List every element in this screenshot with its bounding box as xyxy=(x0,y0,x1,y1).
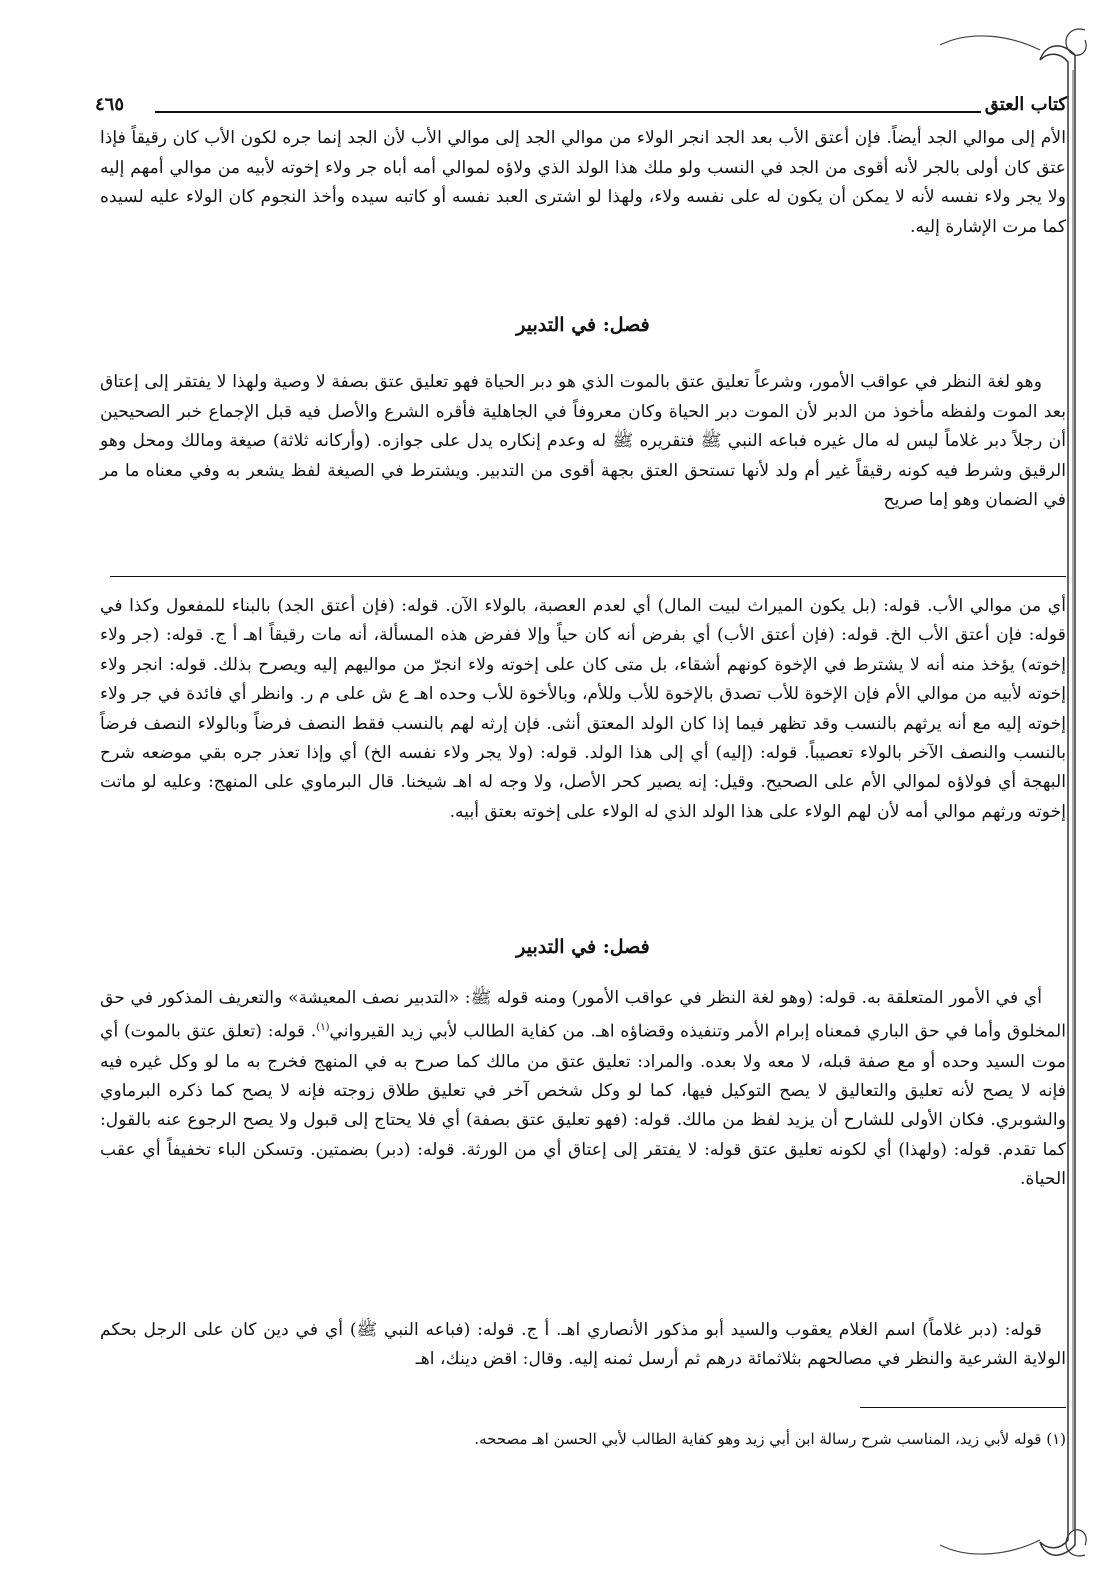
text-commentary-divider xyxy=(110,576,1066,577)
section-heading-commentary: فصل: في التدبير xyxy=(516,936,650,958)
main-text-block xyxy=(100,124,1066,242)
header-rule xyxy=(155,111,989,113)
main-paragraph-2: وهو لغة النظر في عواقب الأمور، وشرعاً تعليق عتق بالموت الذي هو دبر الحياة فهو تعليق عتق بصفة لا وصية ولهذا لا يفتقر إلى إعتاق بعد الموت ولفظه مأخوذ من الدبر لأن الموت دبر الحياة وكان معروفاً في الجاهلية فأقره الشرع والأصل فيه قبل الإجماع خبر الصحيحين أن رجلاً دبر غلاماً ليس له مال غيره فباعه النبي ﷺ فتقريره ﷺ له وعدم إنكاره يدل على جوازه. (وأركانه ثلاثة) صيغة ومالك ومحل وهو الرقيق وشرط فيه كونه رقيقاً غير أم ولد لأنها تستحق العتق بجهة أقوى من التدبير. ويشترط في الصيغة لفظ يشعر به وفي معناه ما مر في الضمان وهو إما صريح xyxy=(100,372,1066,511)
running-header xyxy=(95,94,1067,124)
commentary-paragraph-2-continued: . قوله: (تعلق عتق بالموت) أي موت السيد وحده أو مع صفة قبله، لا معه ولا بعده. والمراد: تعليق عتق من مالك كما صرح به في المنهج فخرج به ما لو وكل غيره فيه فإنه لا يصح لأنه تعليق والتعاليق لا يصح التوكيل فيها، كما لو وكل شخص آخر في تعليق طلاق زوجته فإنه لا يصح كما ذكره البرماوي والشوبري. فكان الأولى للشارح أن يزيد لفظ من مالك. قوله: (فهو تعليق عتق بصفة) أي فلا يحتاج إلى قبول ولا يصح الرجوع عنه بالقول: كما تقدم. قوله: (ولهذا) أي لكونه تعليق عتق قوله: لا يفتقر إلى إعتاق أي من الورثة. قوله: (دبر) بضمتين. وتسكن الباء تخفيفاً أي عقب الحياة. xyxy=(100,1022,1066,1190)
commentary-paragraph-3: قوله: (دبر غلاماً) اسم الغلام يعقوب والسيد أبو مذكور الأنصاري اهـ. أ ج. قوله: (فباعه النبي ﷺ) أي في دين كان على الرجل بحكم الولاية الشرعية والنظر في مصالحهم بثلاثمائة درهم ثم أرسل ثمنه إليه. وقال: اقض دينك، اهـ xyxy=(100,1320,1066,1370)
main-text-block-2 xyxy=(100,368,1066,516)
footnote-marker: (١) xyxy=(316,1022,330,1034)
footnote-rule xyxy=(860,1407,1066,1408)
page-number: ٤٦٥ xyxy=(95,94,128,115)
section-heading-main: فصل: في التدبير xyxy=(516,314,650,336)
commentary-paragraph-2 xyxy=(100,984,1066,1195)
commentary-block-1 xyxy=(100,592,1066,827)
main-paragraph-1: الأم إلى موالي الجد أيضاً. فإن أعتق الأب بعد الجد انجر الولاء من موالي الجد إلى موالي الأب لأن الجد إنما جره لكون الأب كان رقيقاً فإذا عتق كان أولى بالجر لأنه أقوى من الجد في النسب ولو ملك هذا الولد الذي ولاؤه لموالي أمه أباه جر ولاء إخوته لأبيه من موالي أمهم إليه ولا يجر ولاء نفسه لأنه لا يمكن أن يكون له على نفسه ولاء، ولهذا لو اشترى العبد نفسه أو كاتبه سيده وأخذ النجوم كان الولاء عليه لسيده كما مرت الإشارة إليه. xyxy=(100,128,1066,237)
commentary-block-2 xyxy=(100,984,1066,1195)
commentary-paragraph-1: أي من موالي الأب. قوله: (بل يكون الميراث لبيت المال) أي لعدم العصبة، بالولاء الآن. قوله: (فإن أعتق الجد) بالبناء للمفعول وكذا في قوله: فإن أعتق الأب الخ. قوله: (فإن أعتق الأب) أي بفرض أنه كان حياً وإلا ففرض هذه المسألة، أنه مات رقيقاً اهـ أ ج. قوله: (جر ولاء إخوته) يؤخذ منه أنه لا يشترط في الإخوة كونهم أشقاء، بل متى كان على إخوته ولاء انجرّ من مواليهم إليه ويصرح بذلك. قوله: انجر ولاء إخوته لأبيه من موالي الأم فإن الإخوة للأب تصدق بالإخوة للأب وللأم، وبالأخوة للأب وحده اهـ ع ش على م ر. وانظر أي فائدة في جر ولاء إخوته إليه مع أنه يرثهم بالنسب وقد تظهر فيما إذا كان الولد المعتق أنثى. فإن إرثه لهم بالنسب فقط النصف فرضاً وبالولاء النصف فرضاً بالنسب والنصف الآخر بالولاء تعصيباً. قوله: (إليه) أي إلى هذا الولد. قوله: (ولا يجر ولاء نفسه الخ) أي وإذا تعذر جره بقي موضعه شرح البهجة أي فولاؤه لموالي الأم على الصحيح. وقيل: إنه يصير كحر الأصل، ولا وجه له اهـ شيخنا. قال البرماوي على المنهج: وعليه لو ماتت إخوته ورثهم موالي أمه لأن لهم الولاء على هذا الولد الذي له الولاء على إخوته بعتق أبيه. xyxy=(100,596,1066,822)
book-title: كتاب العتق xyxy=(981,94,1067,115)
footnote: (١) قوله لأبي زيد، المناسب شرح رسالة ابن أبي زيد وهو كفاية الطالب لأبي الحسن اهـ مصححه. xyxy=(474,1430,1066,1448)
commentary-block-3 xyxy=(100,1316,1066,1375)
commentary-paragraph-2-text: أي في الأمور المتعلقة به. قوله: (وهو لغة النظر في عواقب الأمور) ومنه قوله ﷺ: «التدبير نصف المعيشة» والتعريف المذكور في حق المخلوق وأما في حق الباري فمعناه إبرام الأمر وتنفيذه وقضاؤه اهـ. من كفاية الطالب لأبي زيد القيرواني xyxy=(100,988,1066,1043)
